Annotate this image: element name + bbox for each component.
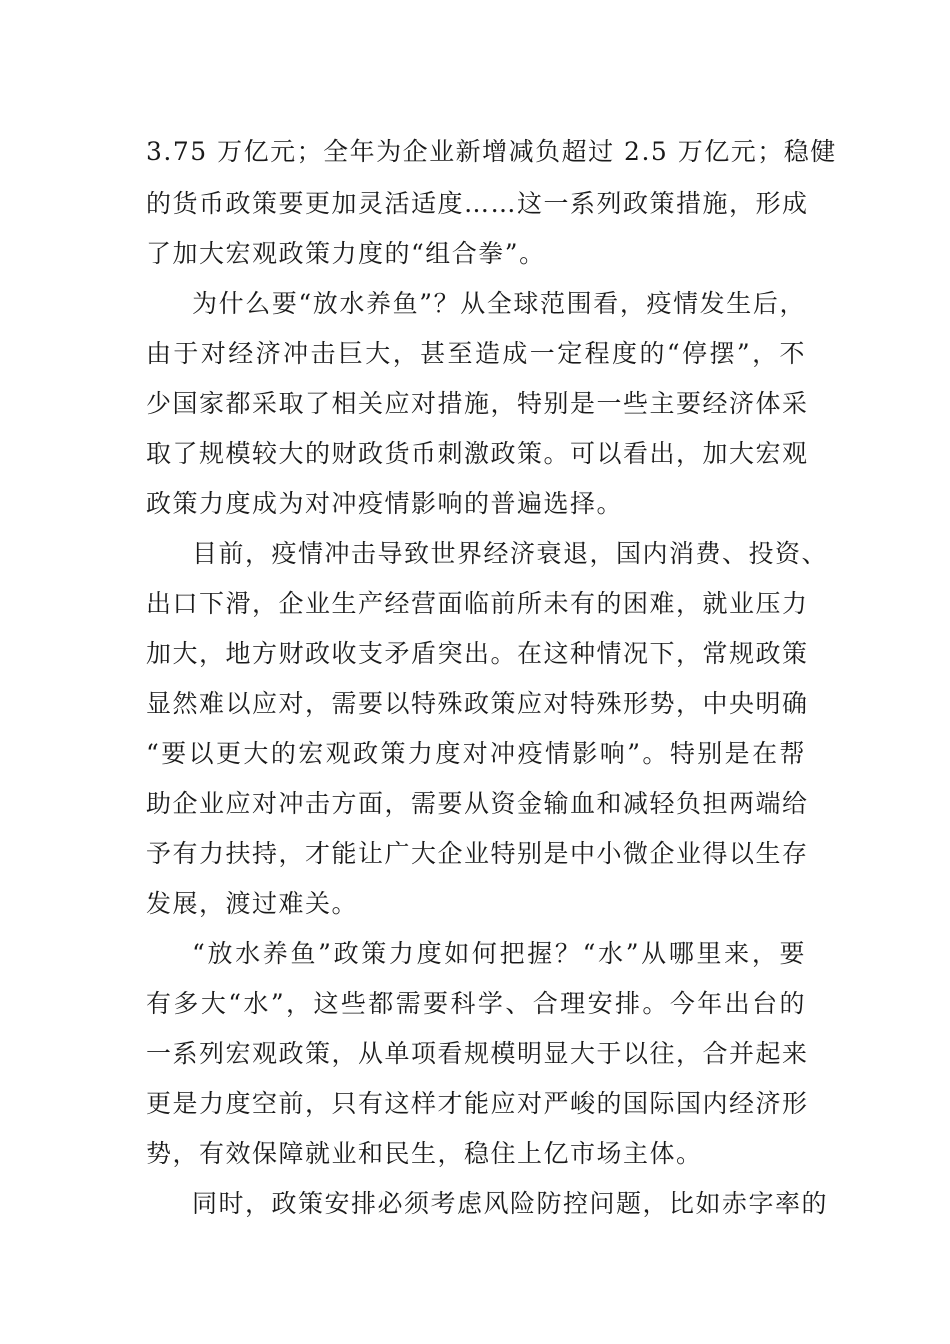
text-line: 了加大宏观政策力度的“组合拳”。 <box>146 239 546 268</box>
text-line: 加大，地方财政收支矛盾突出。在这种情况下，常规政策 <box>146 639 809 668</box>
text-line: 出口下滑，企业生产经营面临前所未有的困难，就业压力 <box>146 589 809 618</box>
text-line: 3.75 万亿元；全年为企业新增减负超过 2.5 万亿元；稳健 <box>146 137 837 166</box>
text-line: “放水养鱼”政策力度如何把握？“水”从哪里来，要 <box>192 939 806 968</box>
text-line: 为什么要“放水养鱼”？从全球范围看，疫情发生后， <box>192 289 806 318</box>
text-line: 目前，疫情冲击导致世界经济衰退，国内消费、投资、 <box>192 539 829 568</box>
text-line: 显然难以应对，需要以特殊政策应对特殊形势，中央明确 <box>146 689 809 718</box>
text-line: 有多大“水”，这些都需要科学、合理安排。今年出台的 <box>146 989 806 1018</box>
text-line: 取了规模较大的财政货币刺激政策。可以看出，加大宏观 <box>146 439 809 468</box>
text-line: 助企业应对冲击方面，需要从资金输血和减轻负担两端给 <box>146 789 809 818</box>
text-line: “要以更大的宏观政策力度对冲疫情影响”。特别是在帮 <box>146 739 806 768</box>
text-line: 更是力度空前，只有这样才能应对严峻的国际国内经济形 <box>146 1089 809 1118</box>
text-line: 由于对经济冲击巨大，甚至造成一定程度的“停摆”，不 <box>146 339 806 368</box>
text-line: 发展，渡过难关。 <box>146 889 359 918</box>
text-line: 政策力度成为对冲疫情影响的普遍选择。 <box>146 489 624 518</box>
text-line: 的货币政策要更加灵活适度……这一系列政策措施，形成 <box>146 189 809 218</box>
text-line: 一系列宏观政策，从单项看规模明显大于以往，合并起来 <box>146 1039 809 1068</box>
text-line: 予有力扶持，才能让广大企业特别是中小微企业得以生存 <box>146 839 809 868</box>
text-line: 势，有效保障就业和民生，稳住上亿市场主体。 <box>146 1139 703 1168</box>
text-line: 少国家都采取了相关应对措施，特别是一些主要经济体采 <box>146 389 809 418</box>
text-line: 同时，政策安排必须考虑风险防控问题，比如赤字率的 <box>192 1189 829 1218</box>
